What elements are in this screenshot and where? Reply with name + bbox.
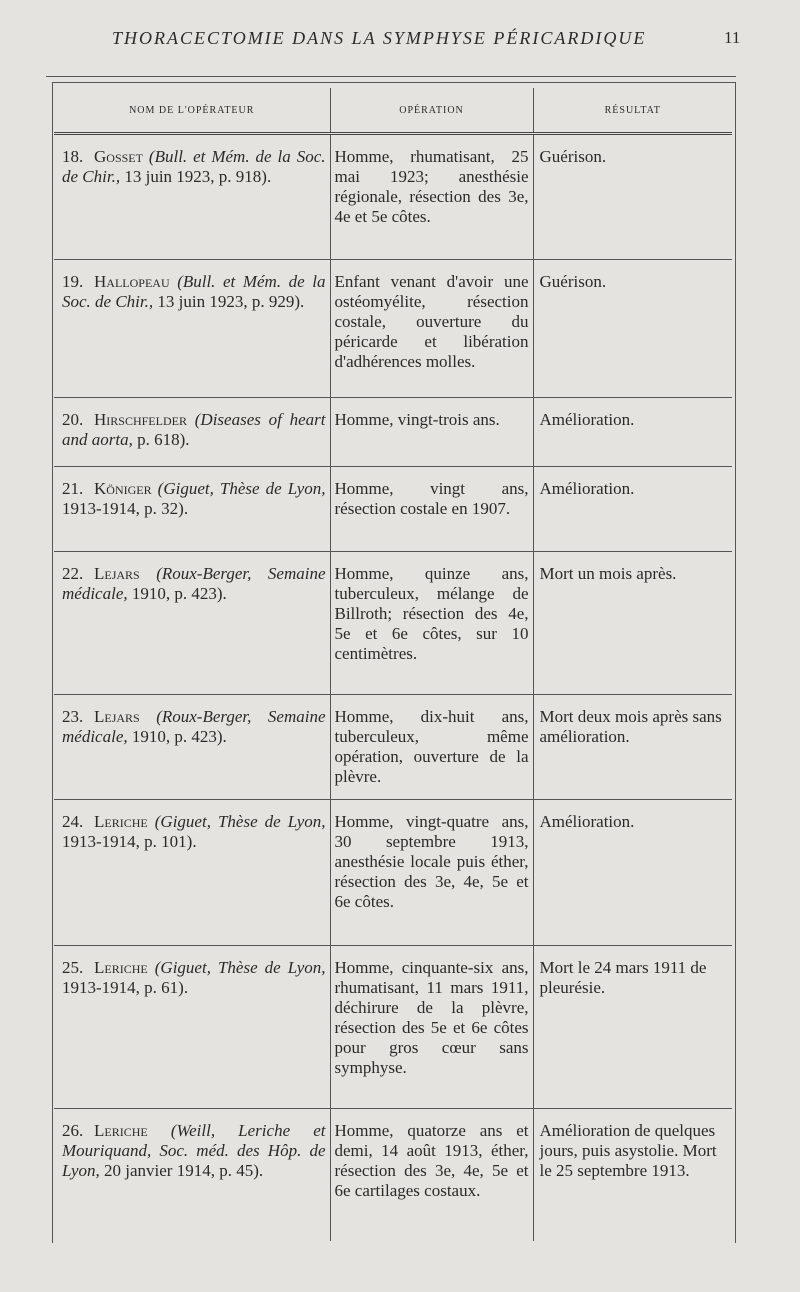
- entry-number: 25.: [62, 958, 84, 977]
- author-name: Gosset: [94, 147, 143, 166]
- operator-cell: [54, 260, 330, 398]
- operator-cell: [54, 134, 330, 260]
- reference-italic: (Giguet, Thèse de Lyon,: [154, 812, 326, 831]
- reference-rest: 1913-1914, p. 32).: [62, 499, 189, 518]
- entry-number: 26.: [62, 1121, 84, 1140]
- reference-italic: (Roux-Berger, Semaine médicale,: [62, 564, 326, 603]
- running-title: THORACECTOMIE DANS LA SYMPHYSE PÉRICARDIQUE: [112, 28, 647, 48]
- reference-italic: (Bull. et Mém. de la Soc. de Chir.,: [62, 147, 326, 186]
- operator-cell: [54, 552, 330, 695]
- table-row: [54, 800, 732, 946]
- table-row: [54, 1109, 732, 1242]
- entry-number: 20.: [62, 410, 84, 429]
- entry-number: 19.: [62, 272, 84, 291]
- author-name: Königer: [94, 479, 152, 498]
- page-header: [0, 28, 800, 52]
- operation-cell: Homme, quinze ans, tuberculeux, mélange de Billroth; résection des 4e, 5e et 6e côtes, sur 10 centimètres.: [330, 552, 533, 695]
- header-result: RÉSULTAT: [533, 88, 732, 134]
- operation-cell: Homme, rhumatisant, 25 mai 1923; anesthésie régionale, résection des 3e, 4e et 5e côtes.: [330, 134, 533, 260]
- reference-italic: (Diseases of heart and aorta,: [62, 410, 326, 449]
- reference-rest: p. 618).: [137, 430, 190, 449]
- header-operation: OPÉRATION: [330, 88, 533, 134]
- reference-italic: (Roux-Berger, Semaine médicale,: [62, 707, 326, 746]
- operation-cell: Homme, vingt-trois ans.: [330, 398, 533, 467]
- operator-cell: [54, 467, 330, 552]
- result-cell: Guérison.: [533, 134, 732, 260]
- reference-italic: (Giguet, Thèse de Lyon,: [154, 958, 326, 977]
- reference-rest: 1913-1914, p. 61).: [62, 978, 189, 997]
- operation-cell: Homme, dix-huit ans, tuberculeux, même opération, ouverture de la plèvre.: [330, 695, 533, 800]
- operation-cell: Homme, cinquante-six ans, rhumatisant, 11 mars 1911, déchirure de la plèvre, résection des 5e et 6e côtes pour gros cœur sans symphyse.: [330, 946, 533, 1109]
- author-name: Leriche: [94, 958, 148, 977]
- author-name: Hallopeau: [94, 272, 170, 291]
- entry-number: 22.: [62, 564, 84, 583]
- operation-cell: Homme, vingt ans, résection costale en 1907.: [330, 467, 533, 552]
- author-name: Hirschfelder: [94, 410, 187, 429]
- result-cell: Amélioration de quelques jours, puis asystolie. Mort le 25 septembre 1913.: [533, 1109, 732, 1242]
- operation-cell: Homme, vingt-quatre ans, 30 septembre 1913, anesthésie locale puis éther, résection des 3e, 4e, 5e et 6e côtes.: [330, 800, 533, 946]
- operator-cell: [54, 800, 330, 946]
- result-cell: Guérison.: [533, 260, 732, 398]
- entry-number: 18.: [62, 147, 84, 166]
- entry-number: 23.: [62, 707, 84, 726]
- author-name: Lejars: [94, 564, 140, 583]
- operator-cell: [54, 1109, 330, 1242]
- reference-rest: 20 janvier 1914, p. 45).: [104, 1161, 264, 1180]
- table-row: [54, 552, 732, 695]
- reference-rest: 13 juin 1923, p. 918).: [124, 167, 272, 186]
- operations-table: [54, 88, 732, 1241]
- author-name: Leriche: [94, 812, 148, 831]
- table-row: [54, 946, 732, 1109]
- page-number: 11: [724, 28, 741, 47]
- table-row: [54, 260, 732, 398]
- result-cell: Amélioration.: [533, 398, 732, 467]
- table-row: [54, 695, 732, 800]
- reference-italic: (Giguet, Thèse de Lyon,: [157, 479, 326, 498]
- result-cell: Mort deux mois après sans amélioration.: [533, 695, 732, 800]
- author-name: Leriche: [94, 1121, 148, 1140]
- result-cell: Mort le 24 mars 1911 de pleurésie.: [533, 946, 732, 1109]
- entry-number: 21.: [62, 479, 84, 498]
- operation-cell: Homme, quatorze ans et demi, 14 août 1913, éther, résection des 3e, 4e, 5e et 6e cartilages costaux.: [330, 1109, 533, 1242]
- reference-italic: (Bull. et Mém. de la Soc. de Chir.,: [62, 272, 326, 311]
- operator-cell: [54, 946, 330, 1109]
- result-cell: Mort un mois après.: [533, 552, 732, 695]
- author-name: Lejars: [94, 707, 140, 726]
- reference-rest: 13 juin 1923, p. 929).: [157, 292, 305, 311]
- table-row: [54, 134, 732, 260]
- operator-cell: [54, 695, 330, 800]
- operation-cell: Enfant venant d'avoir une ostéomyélite, résection costale, ouverture du péricarde et libération d'adhérences molles.: [330, 260, 533, 398]
- result-cell: Amélioration.: [533, 800, 732, 946]
- operator-cell: [54, 398, 330, 467]
- result-cell: Amélioration.: [533, 467, 732, 552]
- header-operator: NOM DE L'OPÉRATEUR: [54, 88, 330, 134]
- reference-rest: 1910, p. 423).: [131, 584, 227, 603]
- reference-rest: 1910, p. 423).: [131, 727, 227, 746]
- table-row: [54, 467, 732, 552]
- entry-number: 24.: [62, 812, 84, 831]
- table-header-row: [54, 88, 732, 134]
- reference-rest: 1913-1914, p. 101).: [62, 832, 197, 851]
- table-row: [54, 398, 732, 467]
- reference-italic: (Weill, Leriche et Mouriquand, Soc. méd. des Hôp. de Lyon,: [62, 1121, 326, 1180]
